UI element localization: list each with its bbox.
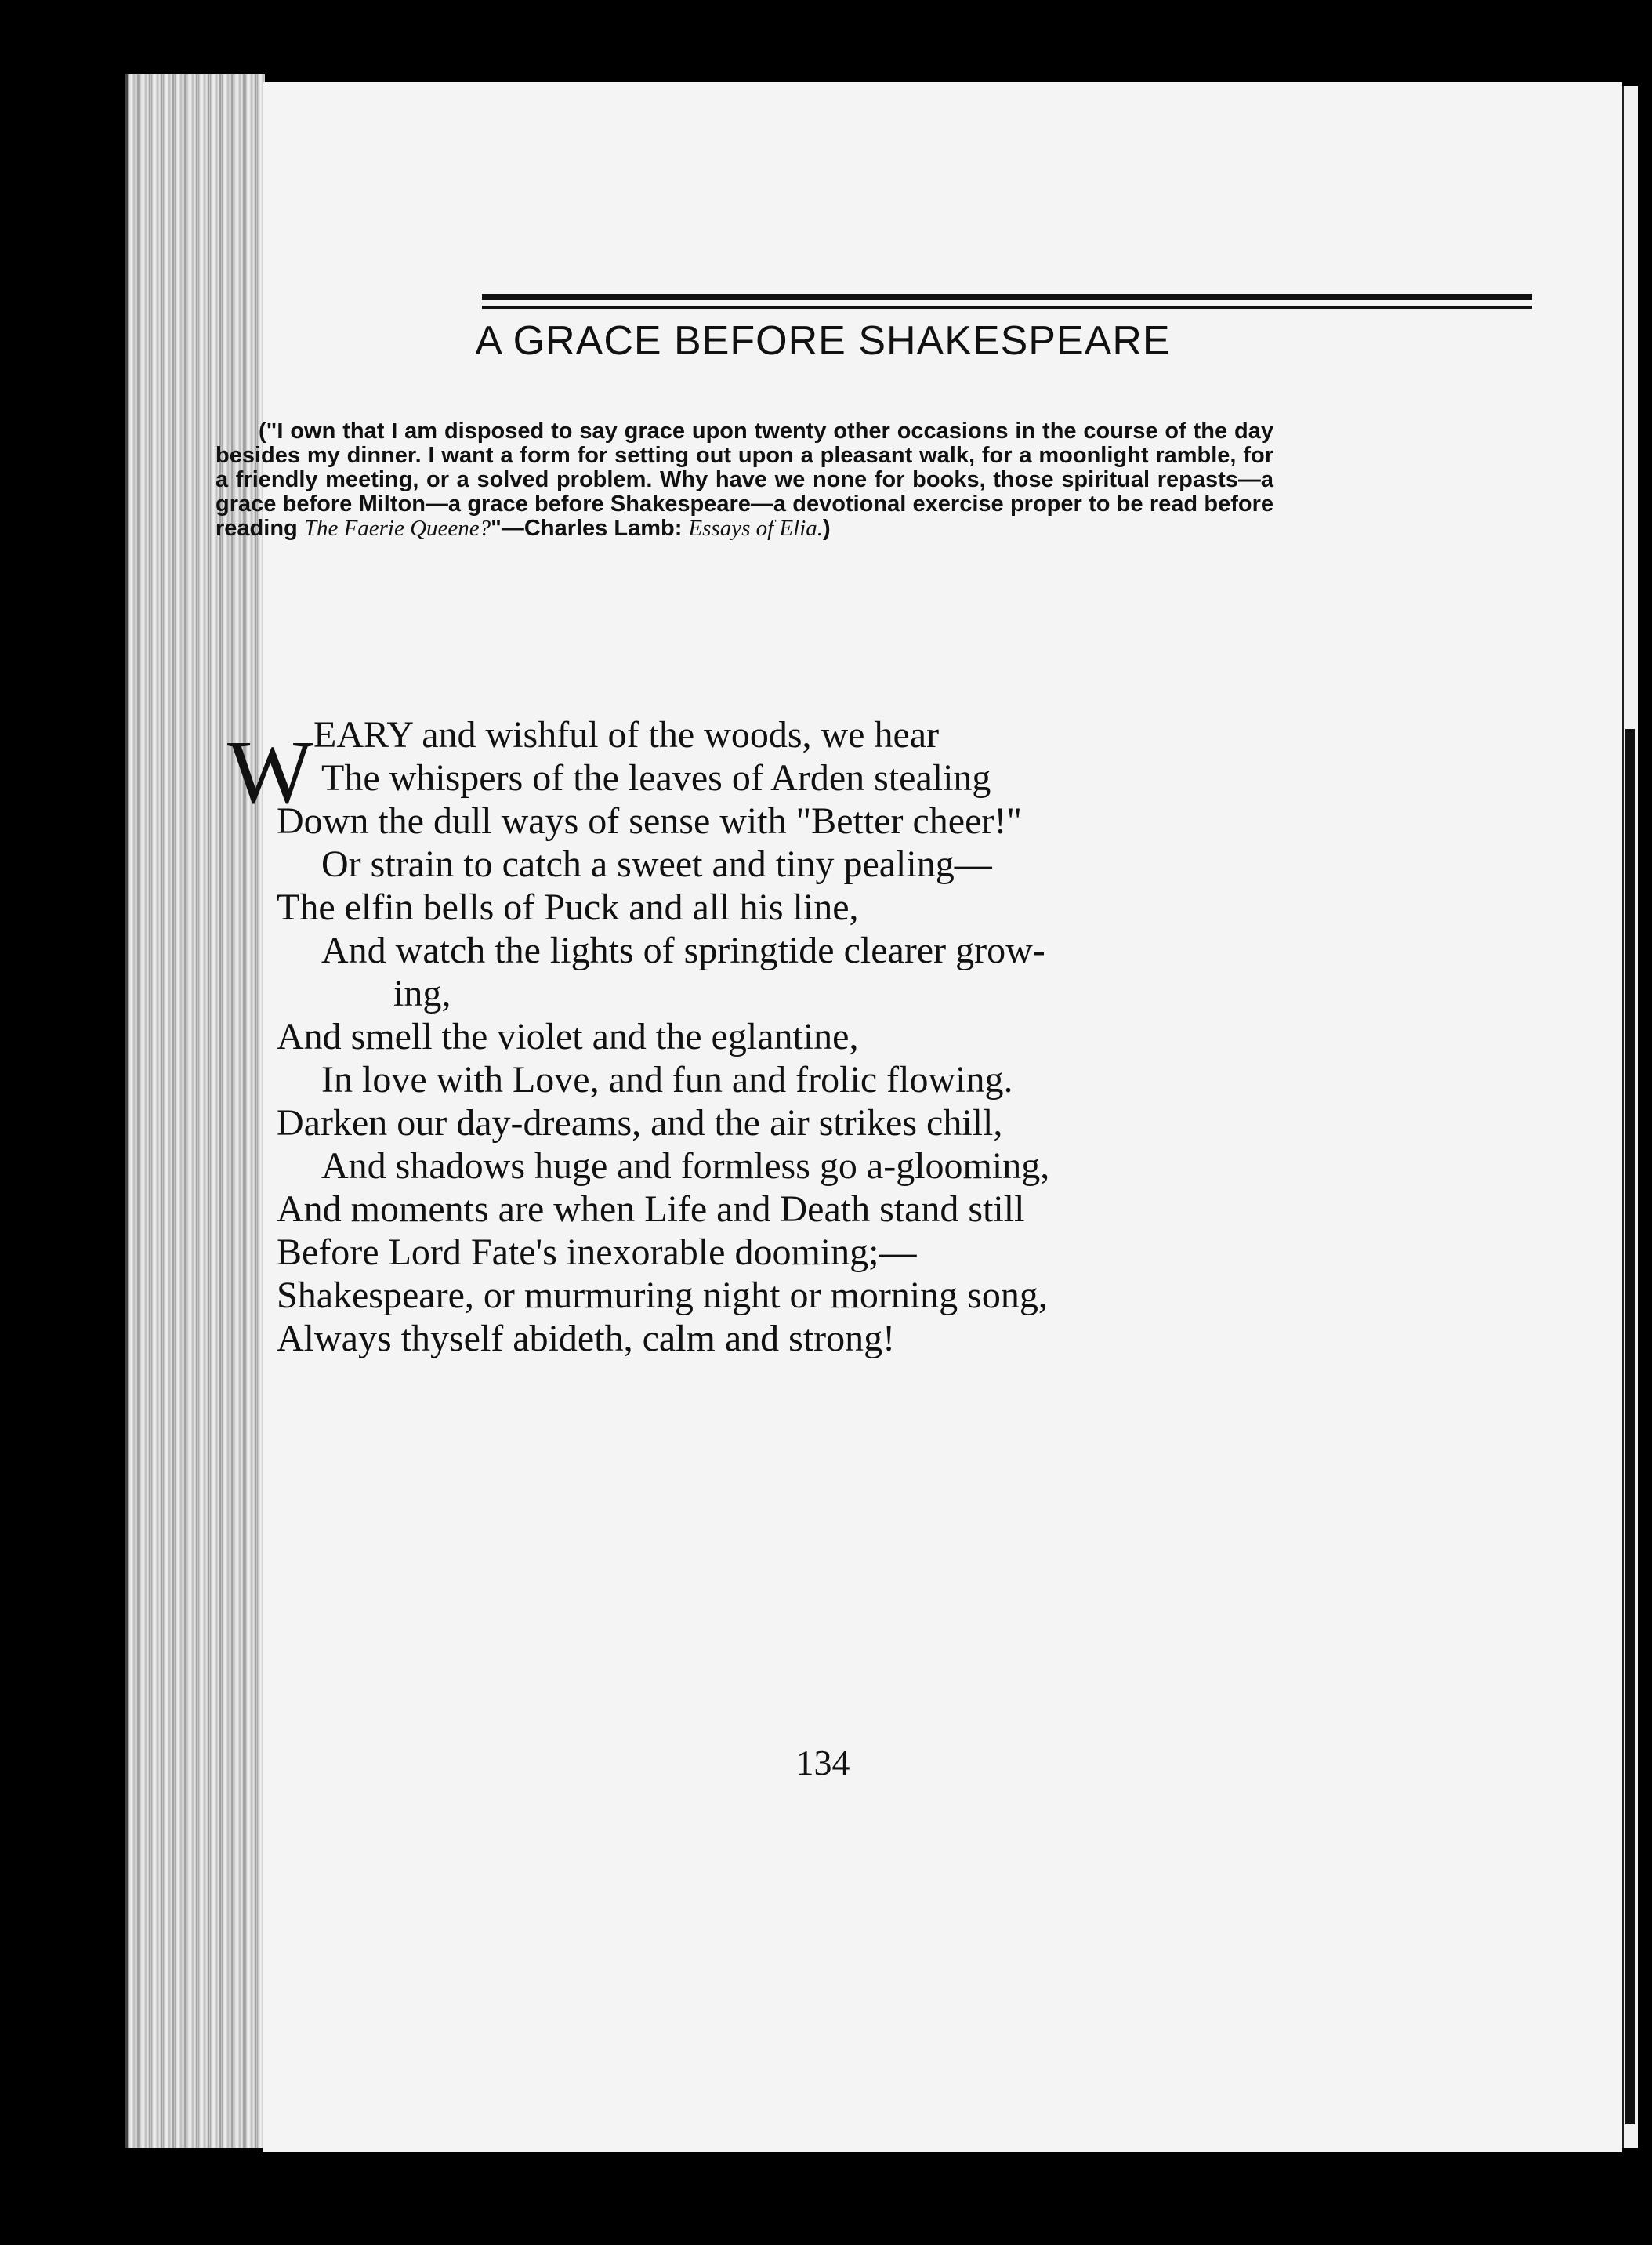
poem-line: Shakespeare, or murmuring night or morning song, <box>277 1275 1048 1316</box>
poem-line: And watch the lights of springtide clearer grow- <box>321 930 1045 971</box>
poem-line: In love with Love, and fun and frolic flowing. <box>321 1059 1013 1101</box>
poem-line: The elfin bells of Puck and all his line, <box>277 887 859 928</box>
epigraph-text: ("I own that I am disposed to say grace upon twenty other occasions in the course of the day besides my dinner. I want a form for setting out upon a pleasant walk, for a moonlight ramble, for a friendly meeting, or a solved problem. Why have we none for books, those spiritual repasts—a grace before Milton—a grace before Shakespeare—a devotional exercise proper to be read before reading <box>216 419 1273 541</box>
poem-line: The whispers of the leaves of Arden stealing <box>321 757 991 799</box>
poem-line: Darken our day-dreams, and the air strikes chill, <box>277 1102 1003 1144</box>
page-number: 134 <box>795 1743 850 1783</box>
poem-line: ing, <box>393 973 451 1014</box>
poem-line: Or strain to catch a sweet and tiny pealing— <box>321 843 992 885</box>
poem-line: Before Lord Fate's inexorable dooming;— <box>277 1231 917 1273</box>
epigraph-close: ) <box>823 516 831 541</box>
page-title: A GRACE BEFORE SHAKESPEARE <box>475 318 1171 364</box>
poem-line: EARY and wishful of the woods, we hear <box>313 714 940 756</box>
facing-page-edge <box>1622 86 1638 2148</box>
poem-line: And shadows huge and formless go a-glooming, <box>321 1145 1050 1187</box>
epigraph <box>216 419 1273 541</box>
double-rule <box>482 294 1532 309</box>
epigraph-attribution: "—Charles Lamb: <box>491 516 689 541</box>
poem-line: And smell the violet and the eglantine, <box>277 1016 859 1057</box>
poem-line: And moments are when Life and Death stand still <box>277 1188 1025 1230</box>
drop-cap: W <box>227 723 313 823</box>
epigraph-work: The Faerie Queene? <box>303 516 491 541</box>
poem <box>227 713 1293 1360</box>
poem-line: Always thyself abideth, calm and strong! <box>277 1318 896 1359</box>
poem-line: Down the dull ways of sense with "Better cheer!" <box>277 800 1022 842</box>
epigraph-source: Essays of Elia. <box>688 516 824 541</box>
